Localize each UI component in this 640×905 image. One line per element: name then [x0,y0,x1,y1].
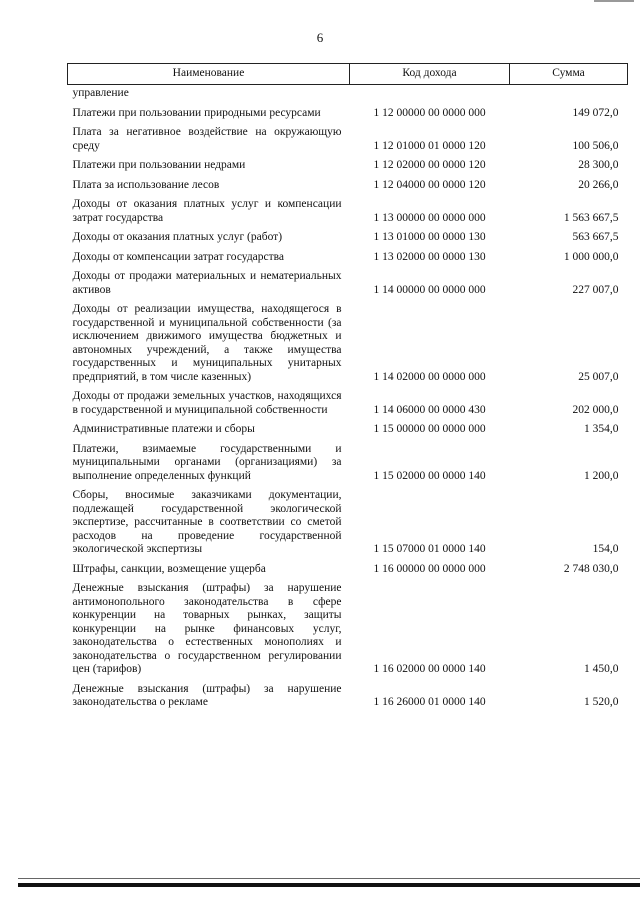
row-sum: 202 000,0 [572,403,619,416]
table-row [68,229,628,249]
scan-artifact [594,0,634,2]
table-row [68,268,628,301]
row-code: 1 12 02000 00 0000 120 [373,159,486,171]
row-name: Плата за использование лесов [72,178,220,191]
row-code: 1 14 02000 00 0000 000 [373,370,486,383]
row-sum: 1 520,0 [584,696,619,708]
row-name: Платежи, взимаемые государственными и муниципальными органами (организациями) за выполнение определенных функций [72,442,342,482]
row-name: Платежи при пользовании недрами [72,159,246,171]
row-code: 1 15 00000 00 0000 000 [373,423,486,435]
row-sum: 1 354,0 [584,423,619,435]
row-sum: 20 266,0 [578,178,619,191]
continuation-row [68,85,628,105]
row-name: Доходы от продажи материальных и нематериальных активов [72,270,342,296]
row-code: 1 16 02000 00 0000 140 [373,663,486,675]
row-code: 1 16 26000 01 0000 140 [373,696,486,708]
row-sum: 154,0 [592,543,619,555]
table-header-row [68,64,628,85]
continuation-text: управление [72,87,129,99]
table-row [68,301,628,388]
row-code: 1 15 02000 00 0000 140 [373,469,486,482]
row-name: Сборы, вносимые заказчиками документации, подлежащей государственной экологической экспертизе, рассчитанные в соответствии со сметой расходов на проведение государственной экологической экспертизы [72,489,342,555]
page-number: 6 [316,30,324,45]
row-code: 1 13 02000 00 0000 130 [373,250,486,263]
table-row [68,249,628,269]
row-code: 1 13 01000 00 0000 130 [373,231,486,243]
header-name: Наименование [68,64,350,85]
row-sum: 28 300,0 [578,159,619,171]
row-name: Доходы от оказания платных услуг и компенсации затрат государства [72,198,342,224]
header-sum: Сумма [510,64,628,85]
header-code: Код дохода [350,64,510,85]
table-body [68,85,628,714]
row-sum: 100 506,0 [572,139,619,152]
row-name: Доходы от компенсации затрат государства [72,250,285,263]
table-row [68,157,628,177]
table-row [68,196,628,229]
row-code: 1 12 04000 00 0000 120 [373,178,486,191]
row-sum: 1 000 000,0 [563,250,619,263]
scan-edge-line [18,878,640,879]
row-sum: 1 200,0 [584,469,619,482]
row-sum: 227 007,0 [572,283,619,296]
table-row [68,441,628,488]
table-row [68,561,628,581]
row-name: Доходы от оказания платных услуг (работ) [72,231,283,243]
row-sum: 2 748 030,0 [563,562,619,575]
table-row [68,388,628,421]
row-name: Денежные взыскания (штрафы) за нарушение антимонопольного законодательства в сфере конкуренции на товарных рынках, защиты конкуренции на рынке финансовых услуг, законодательства о естественных монополиях и законодательства о государственном регулировании цен (тарифов) [72,582,342,675]
row-sum: 563 667,5 [572,231,619,243]
row-name: Платежи при пользовании природными ресурсами [72,106,321,119]
revenue-table [67,63,628,714]
table-row [68,177,628,197]
scan-edge-bar [18,883,640,887]
row-code: 1 14 06000 00 0000 430 [373,403,486,416]
row-sum: 149 072,0 [572,106,619,119]
row-code: 1 12 01000 01 0000 120 [373,139,486,152]
row-name: Доходы от продажи земельных участков, находящихся в государственной и муниципальной собственности [72,390,342,416]
row-code: 1 15 07000 01 0000 140 [373,543,486,555]
row-sum: 25 007,0 [578,370,619,383]
row-name: Штрафы, санкции, возмещение ущерба [72,562,266,575]
table-row [68,421,628,441]
table-row [68,124,628,157]
row-sum: 1 563 667,5 [563,211,619,224]
row-name: Доходы от реализации имущества, находящегося в государственной и муниципальной собственности (за исключением движимого имущества бюджетных и автономных учреждений, а также имущества государственных и муниципальных унитарных предприятий, в том числе казенных) [72,303,342,383]
row-code: 1 12 00000 00 0000 000 [373,106,486,119]
row-name: Денежные взыскания (штрафы) за нарушение законодательства о рекламе [72,682,342,708]
row-name: Административные платежи и сборы [72,423,255,435]
table-row [68,580,628,681]
table-row [68,487,628,561]
row-name: Плата за негативное воздействие на окружающую среду [72,126,342,152]
row-code: 1 14 00000 00 0000 000 [373,283,486,296]
row-code: 1 16 00000 00 0000 000 [373,562,486,575]
row-sum: 1 450,0 [584,663,619,675]
table-row [68,681,628,714]
table-row [68,105,628,125]
row-code: 1 13 00000 00 0000 000 [373,211,486,224]
